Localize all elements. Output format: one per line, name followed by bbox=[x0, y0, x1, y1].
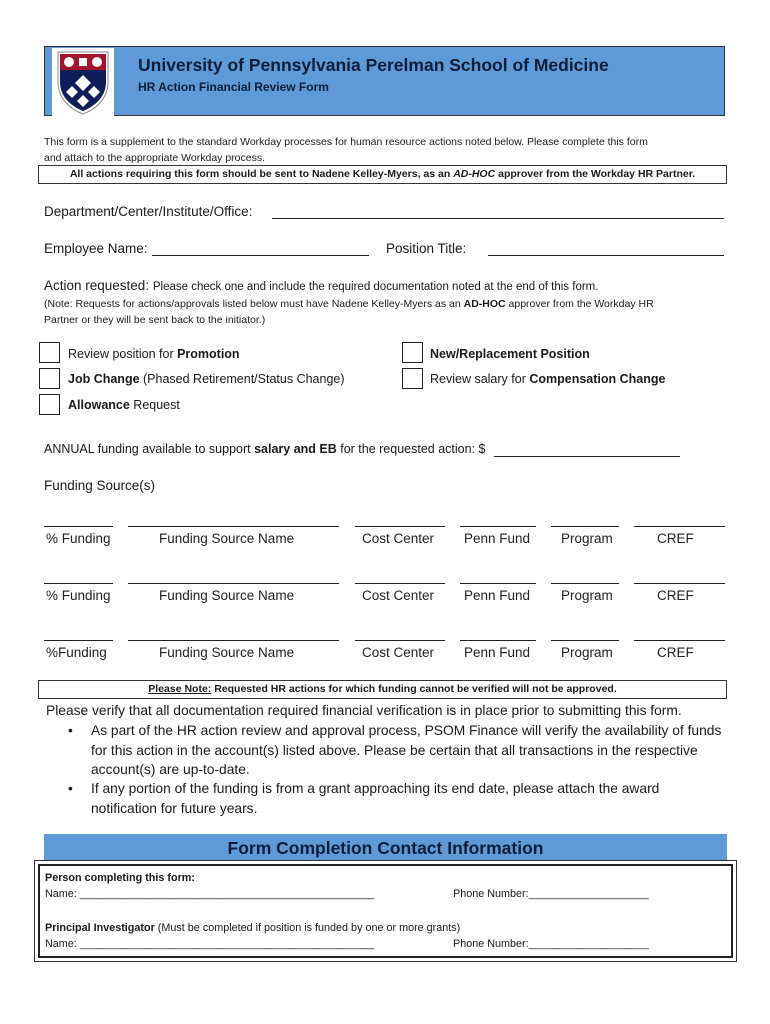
pi-label: Principal Investigator bbox=[45, 922, 155, 934]
job-change-post: (Phased Retirement/Status Change) bbox=[139, 372, 345, 386]
action-note-pre: (Note: Requests for actions/approvals listed below must have Nadene Kelley-Myers as an bbox=[44, 298, 464, 310]
pi-label-row bbox=[45, 922, 460, 934]
allowance-option-label bbox=[68, 398, 180, 412]
action-note-post: approver from the Workday HR bbox=[505, 298, 654, 310]
notice-em: AD-HOC bbox=[453, 168, 496, 180]
job-change-option-label bbox=[68, 372, 345, 386]
pi-phone-input[interactable]: ____________________ bbox=[528, 938, 649, 950]
person-name-row bbox=[45, 888, 374, 900]
action-note-line2: Partner or they will be sent back to the initiator.) bbox=[44, 314, 266, 326]
contact-section-heading: Form Completion Contact Information bbox=[44, 834, 727, 860]
bullet-2-line-2: notification for future years. bbox=[91, 800, 258, 816]
bullet-dot-icon: • bbox=[68, 723, 73, 738]
bullet-1-line-3: account(s) are up-to-date. bbox=[91, 762, 250, 777]
funding-source-name-input[interactable] bbox=[128, 526, 339, 527]
bullet-1-line-1: As part of the HR action review and approval process, PSOM Finance will verify the availability of funds bbox=[91, 723, 722, 738]
bullet-dot-icon: • bbox=[68, 781, 73, 796]
program-input[interactable] bbox=[551, 526, 619, 527]
annual-bold: salary and EB bbox=[254, 442, 337, 456]
funding-percent-label: % Funding bbox=[46, 531, 111, 546]
adhoc-notice bbox=[38, 165, 727, 184]
comp-pre: Review salary for bbox=[430, 372, 530, 386]
action-heading-desc: Please check one and include the required documentation noted at the end of this form. bbox=[152, 281, 599, 293]
person-name-input[interactable]: _________________________________________________ bbox=[79, 888, 375, 900]
promotion-bold: Promotion bbox=[177, 347, 240, 361]
cost-center-input[interactable] bbox=[355, 583, 445, 584]
penn-fund-input[interactable] bbox=[460, 640, 536, 641]
department-label: Department/Center/Institute/Office: bbox=[44, 204, 253, 219]
position-title-input[interactable] bbox=[488, 255, 724, 256]
cref-label: CREF bbox=[657, 531, 694, 546]
person-phone-label: Phone Number: bbox=[453, 888, 529, 900]
job-change-checkbox[interactable] bbox=[39, 368, 60, 389]
funding-source-name-label: Funding Source Name bbox=[159, 531, 295, 546]
cref-input[interactable] bbox=[634, 640, 725, 641]
funding-sources-heading: Funding Source(s) bbox=[44, 478, 156, 493]
pi-name-row bbox=[45, 938, 374, 950]
promotion-pre: Review position for bbox=[68, 347, 178, 361]
job-change-bold: Job Change bbox=[68, 372, 140, 386]
page-subtitle: HR Action Financial Review Form bbox=[138, 80, 329, 94]
action-note-bold: AD-HOC bbox=[463, 298, 506, 310]
department-input[interactable] bbox=[272, 218, 724, 219]
penn-fund-input[interactable] bbox=[460, 583, 536, 584]
penn-fund-input[interactable] bbox=[460, 526, 536, 527]
penn-fund-label: Penn Fund bbox=[464, 645, 531, 660]
program-label: Program bbox=[561, 531, 613, 546]
cref-input[interactable] bbox=[634, 583, 725, 584]
allowance-checkbox[interactable] bbox=[39, 394, 60, 415]
cref-label: CREF bbox=[657, 645, 694, 660]
cost-center-input[interactable] bbox=[355, 526, 445, 527]
cref-label: CREF bbox=[657, 588, 694, 603]
penn-fund-label: Penn Fund bbox=[464, 588, 531, 603]
action-heading bbox=[44, 278, 598, 293]
funding-percent-input[interactable] bbox=[44, 640, 113, 641]
verify-bullet-2 bbox=[68, 779, 728, 818]
cost-center-input[interactable] bbox=[355, 640, 445, 641]
notice-post: approver from the Workday HR Partner. bbox=[495, 168, 696, 180]
person-completing-label: Person completing this form: bbox=[45, 872, 195, 884]
employee-name-label: Employee Name: bbox=[44, 241, 148, 256]
allowance-bold: Allowance bbox=[68, 398, 130, 412]
verify-text: Please verify that all documentation required financial verification is in place prior to submitting this form. bbox=[46, 703, 682, 718]
funding-percent-input[interactable] bbox=[44, 526, 113, 527]
note-text: Requested HR actions for which funding cannot be verified will not be approved. bbox=[211, 683, 617, 695]
page-title: University of Pennsylvania Perelman School of Medicine bbox=[138, 55, 609, 75]
person-phone-row bbox=[453, 888, 649, 900]
annual-post: for the requested action: $ bbox=[336, 442, 486, 456]
compensation-checkbox[interactable] bbox=[402, 368, 423, 389]
funding-source-name-label: Funding Source Name bbox=[159, 588, 295, 603]
note-label: Please Note: bbox=[148, 683, 212, 695]
person-name-label: Name: bbox=[45, 888, 80, 900]
new-position-checkbox[interactable] bbox=[402, 342, 423, 363]
bullet-1-line-2: for this action in the account(s) listed above. Please be certain that all transactions in the respective bbox=[91, 742, 698, 758]
program-label: Program bbox=[561, 645, 613, 660]
compensation-option-label bbox=[430, 372, 665, 386]
program-input[interactable] bbox=[551, 583, 619, 584]
cost-center-label: Cost Center bbox=[362, 645, 435, 660]
person-phone-input[interactable]: ____________________ bbox=[528, 888, 649, 900]
funding-source-name-input[interactable] bbox=[128, 640, 339, 641]
new-position-bold: New/Replacement Position bbox=[430, 347, 590, 361]
funding-percent-label: % Funding bbox=[46, 588, 111, 603]
annual-pre: ANNUAL funding available to support bbox=[44, 442, 255, 456]
program-input[interactable] bbox=[551, 640, 619, 641]
funding-percent-input[interactable] bbox=[44, 583, 113, 584]
verify-bullet-1 bbox=[68, 721, 728, 780]
pi-name-label: Name: bbox=[45, 938, 80, 950]
annual-funding-label bbox=[44, 442, 485, 456]
program-label: Program bbox=[561, 588, 613, 603]
action-note bbox=[44, 296, 734, 328]
penn-fund-label: Penn Fund bbox=[464, 531, 531, 546]
comp-bold: Compensation Change bbox=[529, 372, 666, 386]
funding-percent-label: %Funding bbox=[46, 645, 107, 660]
bullet-2-line-1: If any portion of the funding is from a grant approaching its end date, please attach the award bbox=[91, 781, 660, 796]
promotion-checkbox[interactable] bbox=[39, 342, 60, 363]
pi-phone-label: Phone Number: bbox=[453, 938, 529, 950]
allowance-post: Request bbox=[129, 398, 180, 412]
pi-desc: (Must be completed if position is funded by one or more grants) bbox=[154, 922, 461, 934]
funding-source-name-label: Funding Source Name bbox=[159, 645, 295, 660]
intro-line-1: This form is a supplement to the standard Workday processes for human resource actions noted below. Please complete this form bbox=[44, 136, 648, 148]
cost-center-label: Cost Center bbox=[362, 531, 435, 546]
cref-input[interactable] bbox=[634, 526, 725, 527]
annual-funding-input[interactable] bbox=[494, 456, 680, 457]
intro-line-2: and attach to the appropriate Workday process. bbox=[44, 152, 266, 164]
cost-center-label: Cost Center bbox=[362, 588, 435, 603]
penn-shield-icon bbox=[52, 48, 114, 116]
action-heading-label: Action requested: bbox=[44, 278, 150, 293]
notice-pre: All actions requiring this form should be sent to Nadene Kelley-Myers, as an bbox=[69, 168, 454, 180]
funding-note bbox=[38, 680, 727, 699]
employee-name-input[interactable] bbox=[152, 255, 369, 256]
position-title-label: Position Title: bbox=[386, 241, 467, 256]
pi-phone-row bbox=[453, 938, 649, 950]
promotion-option-label bbox=[68, 347, 240, 361]
pi-name-input[interactable]: _________________________________________________ bbox=[79, 938, 375, 950]
intro-text bbox=[44, 134, 734, 166]
funding-source-name-input[interactable] bbox=[128, 583, 339, 584]
new-position-option-label bbox=[430, 347, 590, 361]
